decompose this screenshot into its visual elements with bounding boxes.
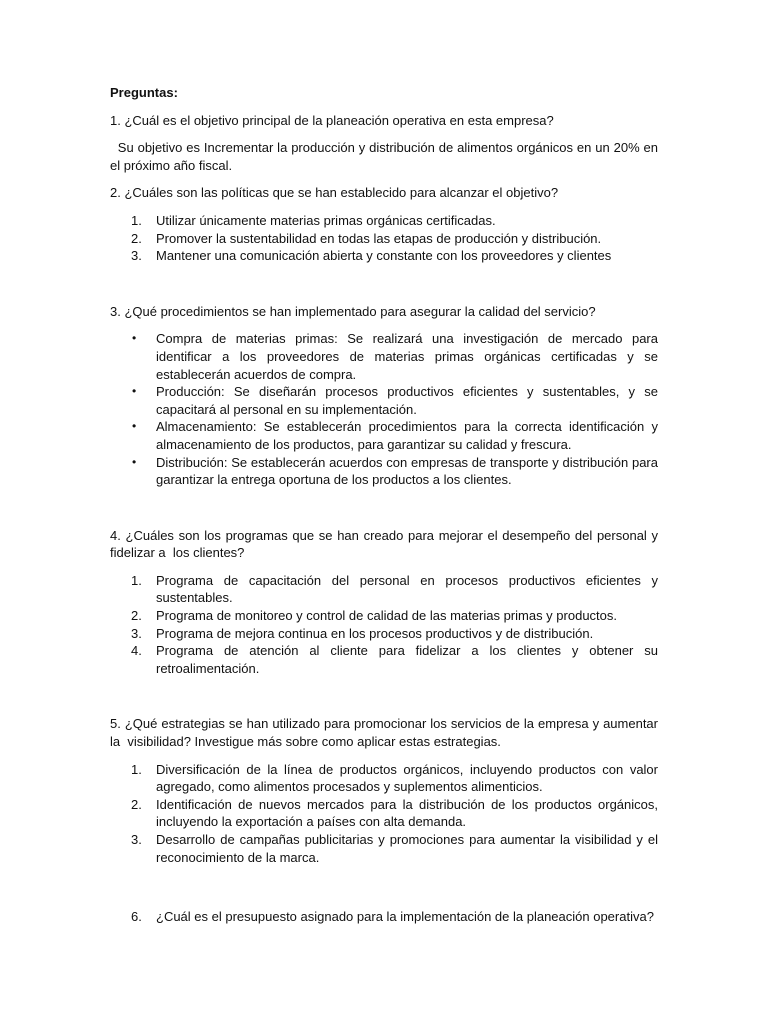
list-item (110, 761, 658, 796)
spacer (110, 275, 658, 303)
list-item (110, 454, 658, 489)
list-item-text: Diversificación de la línea de productos orgánicos, incluyendo productos con valor agregado, como alimentos procesados y suplementos alimenticios. (156, 761, 658, 795)
list-item (110, 383, 658, 418)
list-number: 1. (131, 572, 142, 588)
list-number: 1. (131, 761, 142, 777)
policies-list (110, 212, 658, 265)
heading: Preguntas: (110, 85, 178, 100)
list-item (110, 625, 658, 643)
question-6 (110, 908, 658, 926)
list-number: 3. (131, 248, 142, 264)
list-item (110, 230, 658, 248)
list-item (110, 572, 658, 607)
list-number: 2. (131, 796, 142, 812)
answer-1: Su objetivo es Incrementar la producción y distribución de alimentos orgánicos en un 20% en el próximo año fiscal. (110, 140, 662, 173)
strategies-list (110, 761, 658, 867)
question-2: 2. ¿Cuáles son las políticas que se han establecido para alcanzar el objetivo? (110, 185, 559, 201)
list-item-text: Programa de capacitación del personal en procesos productivos eficientes y sustentables. (156, 572, 658, 606)
list-number: 1. (131, 212, 142, 228)
list-item-text: Compra de materias primas: Se realizará una investigación de mercado para identificar a los proveedores de materias primas orgánicas certificadas y se establecerán acuerdos de compra. (156, 331, 658, 382)
list-item (110, 247, 658, 265)
bullet-icon: • (132, 419, 137, 434)
bullet-icon: • (132, 384, 137, 399)
list-item (110, 831, 658, 866)
list-item-text: Identificación de nuevos mercados para la distribución de los productos orgánicos, incluyendo la exportación a países con alta demanda. (156, 796, 658, 830)
list-item (110, 607, 658, 625)
question-6-text: ¿Cuál es el presupuesto asignado para la implementación de la planeación operativa? (156, 909, 654, 925)
list-item-text: Programa de atención al cliente para fidelizar a los clientes y obtener su retroalimentación. (156, 643, 658, 676)
list-item (110, 418, 658, 453)
spacer (110, 687, 658, 715)
question-4: 4. ¿Cuáles son los programas que se han creado para mejorar el desempeño del personal y fidelizar a los clientes? (110, 527, 662, 561)
list-number: 4. (131, 643, 142, 659)
list-number: 2. (131, 608, 142, 624)
spacer (110, 876, 658, 908)
list-number: 3. (131, 625, 142, 641)
list-item-text: Utilizar únicamente materias primas orgánicas certificadas. (156, 212, 496, 228)
list-item-text: Almacenamiento: Se establecerán procedimientos para la correcta identificación y almacenamiento de los productos, para garantizar su calidad y frescura. (156, 419, 658, 452)
spacer (110, 499, 658, 527)
list-item-text: Promover la sustentabilidad en todas las etapas de producción y distribución. (156, 230, 602, 246)
list-number: 2. (131, 230, 142, 246)
procedures-list (110, 330, 658, 488)
question-5: 5. ¿Qué estrategias se han utilizado para promocionar los servicios de la empresa y aumentar la visibilidad? Investigue más sobre como aplicar estas estrategias. (110, 716, 662, 750)
list-item-text: Mantener una comunicación abierta y constante con los proveedores y clientes (156, 248, 612, 264)
list-item-text: Producción: Se diseñarán procesos productivos eficientes y sustentables, y se capacitará al personal en su implementación. (156, 384, 658, 417)
question-3: 3. ¿Qué procedimientos se han implementado para asegurar la calidad del servicio? (110, 303, 596, 319)
list-item (110, 796, 658, 831)
bullet-icon: • (132, 454, 137, 469)
list-number: 3. (131, 832, 142, 847)
list-item-text: Programa de mejora continua en los procesos productivos y de distribución. (156, 625, 594, 641)
list-item-text: Programa de monitoreo y control de calidad de las materias primas y productos. (156, 608, 617, 624)
bullet-icon: • (132, 331, 137, 346)
question-1: 1. ¿Cuál es el objetivo principal de la planeación operativa en esta empresa? (110, 112, 554, 128)
list-item-text: Distribución: Se establecerán acuerdos con empresas de transporte y distribución para garantizar la entrega oportuna de los productos a los clientes. (156, 454, 658, 488)
list-item (110, 642, 658, 677)
document-page (110, 84, 662, 926)
list-item (110, 330, 658, 383)
list-number: 6. (131, 909, 142, 925)
list-item-text: Desarrollo de campañas publicitarias y promociones para aumentar la visibilidad y el reconocimiento de la marca. (156, 832, 658, 865)
programs-list (110, 572, 658, 678)
list-item (110, 212, 658, 230)
